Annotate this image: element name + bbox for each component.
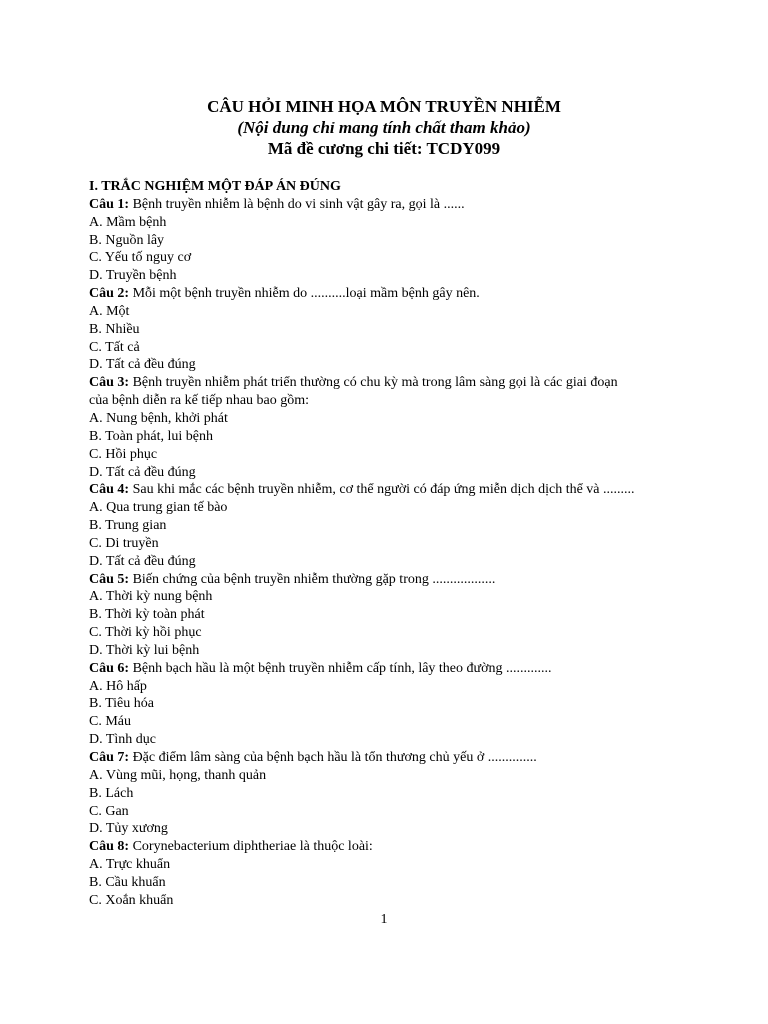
question-body: Bệnh truyền nhiễm là bệnh do vi sinh vật gây ra, gọi là ...... [132,196,465,212]
question-label: Câu 6: [89,660,130,676]
document-content [89,178,689,910]
answer-option: A. Vùng mũi, họng, thanh quản [89,767,267,783]
answer-option: A. Một [89,303,130,319]
answer-option: D. Tất cả đều đúng [89,357,196,373]
question-label: Câu 3: [89,375,130,391]
answer-option: B. Trung gian [89,518,167,534]
question-body: Corynebacterium diphtheriae là thuộc loài: [132,839,373,855]
answer-option: C. Di truyền [89,535,159,551]
answer-option: C. Yếu tố nguy cơ [89,250,192,266]
answer-option: D. Thời kỳ lui bệnh [89,642,200,658]
question-block [89,838,689,909]
answer-option: A. Nung bệnh, khởi phát [89,410,228,426]
question-text [89,481,689,499]
question-text [89,838,689,856]
answer-option: A. Qua trung gian tế bào [89,500,228,516]
answer-option: D. Tất cả đều đúng [89,553,196,569]
answer-option: B. Cầu khuẩn [89,874,166,890]
question-body: Đặc điểm lâm sàng của bệnh bạch hầu là tổn thương chủ yếu ở .............. [132,750,537,765]
question-label: Câu 2: [89,286,130,302]
answer-option: D. Tủy xương [89,821,168,837]
question-body: Bệnh truyền nhiễm phát triển thường có chu kỳ mà trong lâm sàng gọi là các giai đoạn [132,375,618,391]
answer-option: B. Nhiều [89,321,140,337]
answer-option: C. Thời kỳ hồi phục [89,625,202,641]
document-subtitle: (Nội dung chỉ mang tính chất tham khảo) [237,118,531,137]
question-label: Câu 5: [89,571,130,587]
answer-option: A. Trực khuẩn [89,857,171,873]
question-text-continued: của bệnh diễn ra kế tiếp nhau bao gồm: [89,393,310,409]
question-block [89,571,689,660]
question-block [89,285,689,374]
answer-option: C. Hồi phục [89,446,158,462]
question-text [89,660,689,678]
answer-option: C. Xoắn khuẩn [89,892,174,908]
question-body: Biến chứng của bệnh truyền nhiễm thường gặp trong .................. [132,571,496,587]
question-body: Mỗi một bệnh truyền nhiễm do ..........loại mầm bệnh gây nên. [132,286,480,302]
answer-option: B. Lách [89,785,134,801]
question-label: Câu 7: [89,750,130,765]
document-header [0,96,768,159]
question-label: Câu 4: [89,482,130,498]
question-body: Sau khi mắc các bệnh truyền nhiễm, cơ thể người có đáp ứng miễn dịch dịch thể và ......... [132,482,635,498]
answer-option: A. Hô hấp [89,678,147,694]
document-title: CÂU HỎI MINH HỌA MÔN TRUYỀN NHIỄM [207,97,561,116]
answer-option: D. Tất cả đều đúng [89,464,196,480]
question-block [89,481,689,570]
question-block [89,196,689,285]
answer-option: B. Thời kỳ toàn phát [89,607,205,623]
question-block [89,660,689,749]
question-block [89,374,689,481]
answer-option: C. Máu [89,714,131,730]
answer-option: D. Truyền bệnh [89,268,177,284]
question-text [89,749,689,767]
answer-option: B. Tiêu hóa [89,696,154,712]
document-code: Mã đề cương chi tiết: TCDY099 [267,139,501,158]
section-title: I. TRẮC NGHIỆM MỘT ĐÁP ÁN ĐÚNG [89,179,341,194]
question-block [89,749,689,838]
question-text [89,571,689,589]
question-text [89,196,689,214]
answer-option: A. Mầm bệnh [89,214,167,230]
answer-option: A. Thời kỳ nung bệnh [89,589,213,605]
question-text [89,374,689,392]
answer-option: C. Tất cả [89,339,140,355]
question-label: Câu 1: [89,196,130,212]
answer-option: C. Gan [89,803,129,819]
answer-option: B. Toàn phát, lui bệnh [89,428,213,444]
answer-option: B. Nguồn lây [89,232,165,248]
question-text [89,285,689,303]
page-number: 1 [380,912,388,927]
answer-option: D. Tình dục [89,732,157,748]
question-body: Bệnh bạch hầu là một bệnh truyền nhiễm cấp tính, lây theo đường ............. [132,660,552,676]
question-label: Câu 8: [89,839,130,855]
